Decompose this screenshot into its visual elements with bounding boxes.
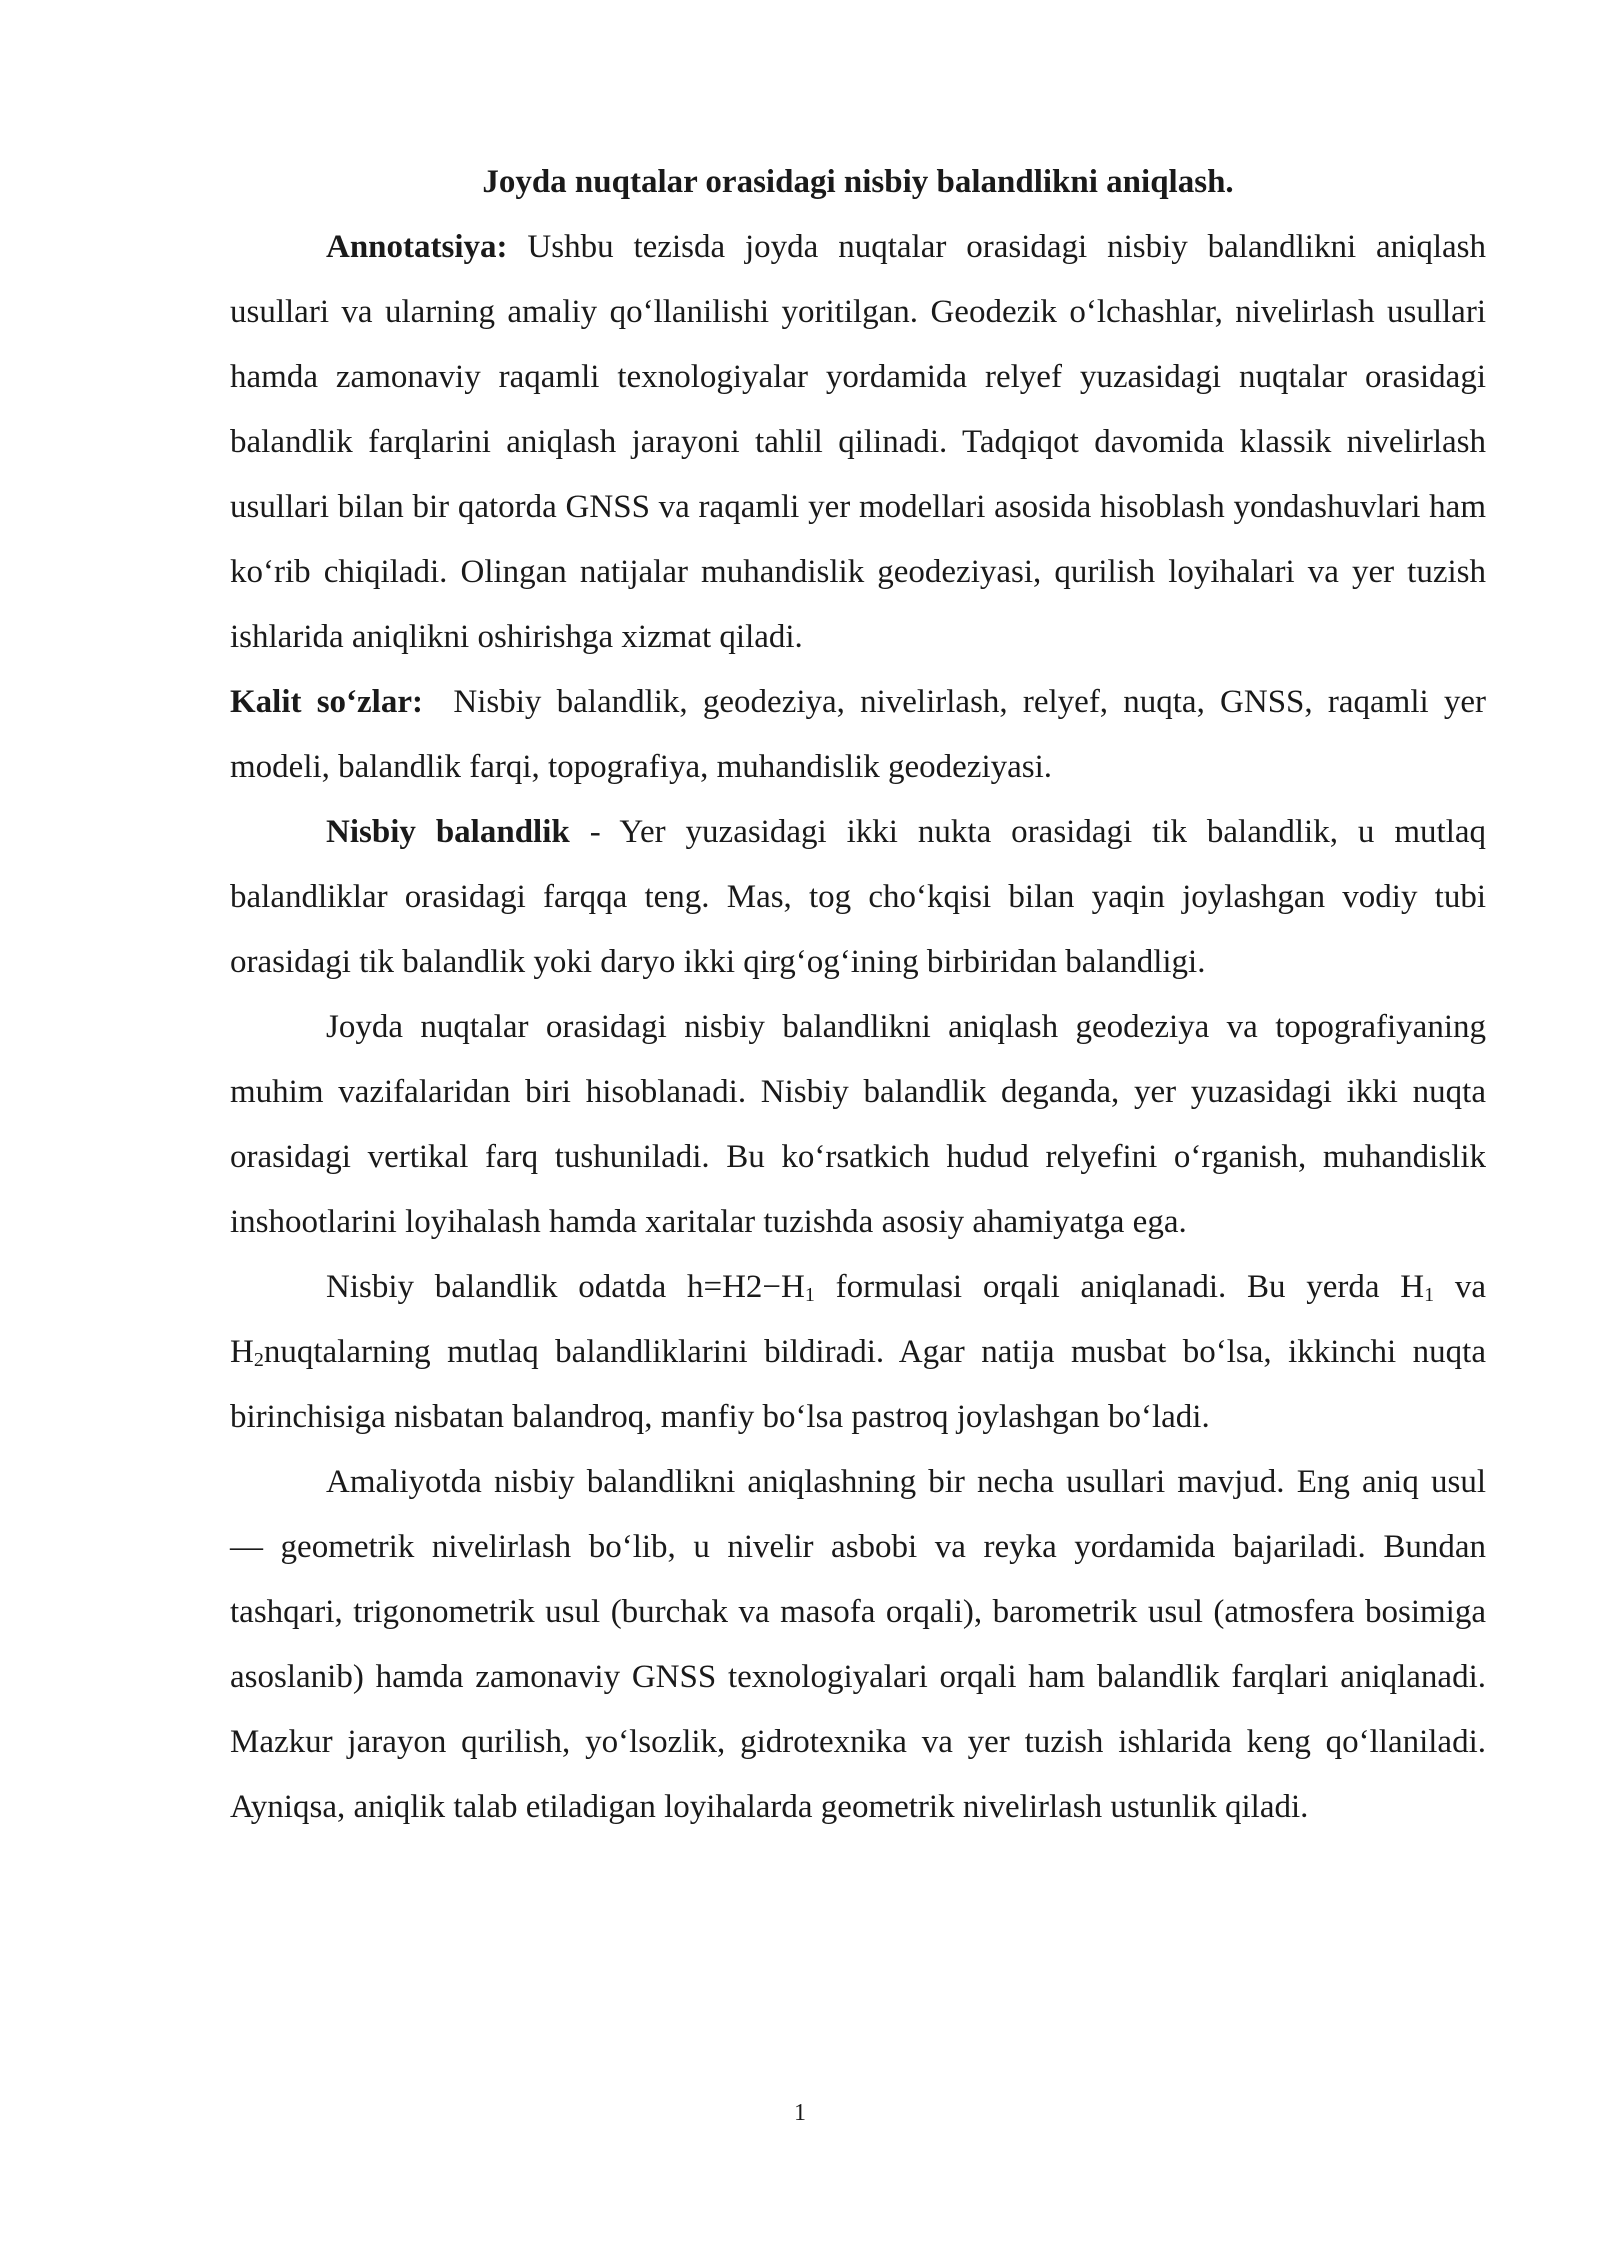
formula-subscript-3: 2 [253, 1349, 264, 1371]
annotation-label: Annotatsiya: [326, 229, 508, 265]
annotation-text: Ushbu tezisda joyda nuqtalar orasidagi nisbiy balandlikni aniqlash usullari va ularning amaliy qo‘llanilishi yoritilgan. Geodezik o‘lchashlar, nivelirlash usullari hamda zamonaviy raqamli texnologiyalar yordamida relyef yuzasidagi nuqtalar orasidagi balandlik farqlarini aniqlash jarayoni tahlil qilinadi. Tadqiqot davomida klassik nivelirlash usullari bilan bir qatorda GNSS va raqamli yer modellari asosida hisoblash yondashuvlari ham ko‘rib chiqiladi. Olingan natijalar muhandislik geodeziyasi, qurilish loyihalari va yer tuzish ishlarida aniqlikni oshirishga xizmat qiladi. [230, 229, 1486, 655]
formula-subscript-2: 1 [1424, 1284, 1435, 1306]
document-body [230, 150, 1495, 1840]
formula-text-3: va H [230, 1269, 1486, 1370]
annotation-paragraph [230, 215, 1486, 670]
formula-subscript-1: 1 [804, 1284, 815, 1306]
body-paragraph-1: Joyda nuqtalar orasidagi nisbiy balandlikni aniqlash geodeziya va topografiyaning muhim vazifalaridan biri hisoblanadi. Nisbiy balandlik deganda, yer yuzasidagi ikki nuqta orasidagi vertikal farq tushuniladi. Bu ko‘rsatkich hudud relyefini o‘rganish, muhandislik inshootlarini loyihalash hamda xaritalar tuzishda asosiy ahamiyatga ega. [230, 1009, 1486, 1240]
definition-paragraph [230, 800, 1486, 995]
formula-text-1: Nisbiy balandlik odatda h=H2−H [326, 1269, 805, 1305]
page-number: 1 [794, 2100, 806, 2126]
keywords-text: Nisbiy balandlik, geodeziya, nivelirlash, relyef, nuqta, GNSS, raqamli yer modeli, balandlik farqi, topografiya, muhandislik geodeziyasi. [230, 684, 1495, 785]
formula-text-4: nuqtalarning mutlaq balandliklarini bildiradi. Agar natija musbat bo‘lsa, ikkinchi nuqta birinchisiga nisbatan balandroq, manfiy bo‘lsa pastroq joylashgan bo‘ladi. [230, 1334, 1486, 1435]
definition-term: Nisbiy balandlik [326, 814, 570, 850]
formula-paragraph [230, 1255, 1486, 1450]
body-paragraph-3: Amaliyotda nisbiy balandlikni aniqlashning bir necha usullari mavjud. Eng aniq usul — geometrik nivelirlash bo‘lib, u nivelir asbobi va reyka yordamida bajariladi. Bundan tashqari, trigonometrik usul (burchak va masofa orqali), barometrik usul (atmosfera bosimiga asoslanib) hamda zamonaviy GNSS texnologiyalari orqali ham balandlik farqlari aniqlanadi. Mazkur jarayon qurilish, yo‘lsozlik, gidrotexnika va yer tuzish ishlarida keng qo‘llaniladi. Ayniqsa, aniqlik talab etiladigan loyihalarda geometrik nivelirlash ustunlik qiladi. [230, 1464, 1486, 1825]
definition-text: - Yer yuzasidagi ikki nukta orasidagi tik balandlik, u mutlaq balandliklar orasidagi farqqa teng. Mas, tog cho‘kqisi bilan yaqin joylashgan vodiy tubi orasidagi tik balandlik yoki daryo ikki qirg‘og‘ining birbiridan balandligi. [230, 814, 1487, 980]
keywords-paragraph [230, 670, 1495, 800]
formula-text-2: formulasi orqali aniqlanadi. Bu yerda H [814, 1269, 1425, 1305]
keywords-label: Kalit so‘zlar: [230, 684, 423, 720]
document-title: Joyda nuqtalar orasidagi nisbiy balandlikni aniqlash. [482, 164, 1234, 200]
